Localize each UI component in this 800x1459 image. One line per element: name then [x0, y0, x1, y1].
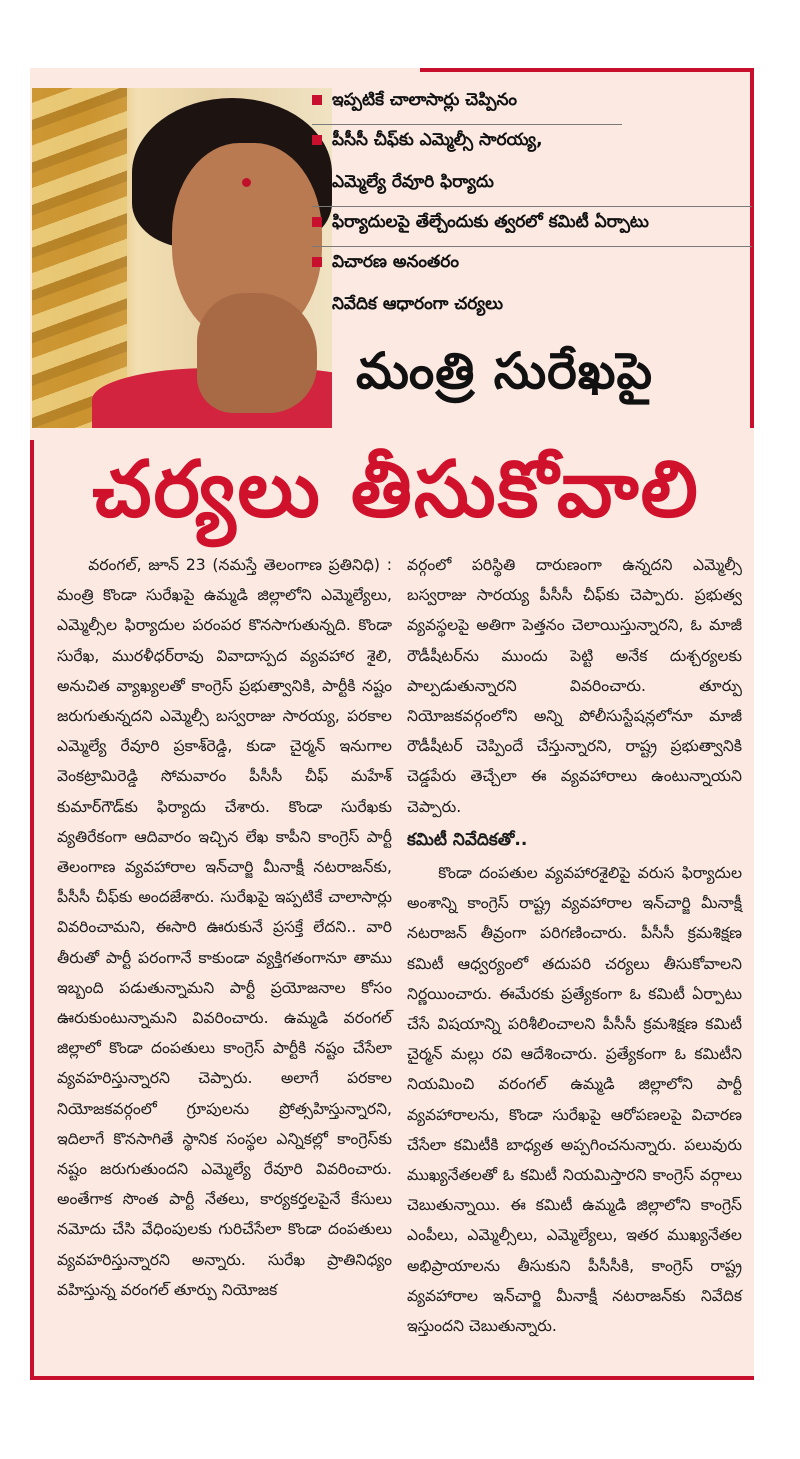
highlight-item: విచారణ అనంతరం	[312, 252, 459, 276]
border-bottom	[30, 1376, 754, 1380]
border-right	[750, 68, 754, 428]
highlight-item-continued: నివేదిక ఆధారంగా చర్యలు	[332, 294, 504, 314]
highlight-item: పీసీసీ చీఫ్‌కు ఎమ్మెల్సీ సారయ్య,	[312, 130, 543, 154]
divider	[312, 246, 752, 247]
article-paragraph: వర్గంలో పరిస్థితి దారుణంగా ఉన్నదని ఎమ్మెల్సీ బస్వరాజు సారయ్య పీసీసీ చీఫ్‌కు చెప్పారు. ప్రభుత్వ వ్యవస్థలపై అతిగా పెత్తనం చెలాయిస్తున్నారని, ఓ మాజీ రౌడీషీటర్‌ను ముందు పెట్టి అనేక దుశ్చర్యలకు పాల్పడుతున్నారని వివరించారు. తూర్పు నియోజకవర్గంలోని అన్ని పోలీసుస్టేషన్లలోనూ మాజీ రౌడీషీటర్ చెప్పిందే చేస్తున్నారని, రాష్ట్ర ప్రభుత్వానికి చెడ్డపేరు తెచ్చేలా ఈ వ్యవహారాలు ఉంటున్నాయని చెప్పారు.	[407, 556, 742, 816]
divider	[312, 124, 622, 125]
bullet-square-icon	[312, 257, 322, 267]
article-column-right	[407, 550, 742, 1341]
highlight-item: ఇప్పటికే చాలాసార్లు చెప్పినం	[312, 90, 517, 114]
article-column-left	[57, 550, 392, 1305]
bullet-square-icon	[312, 95, 322, 105]
divider	[312, 206, 752, 207]
photo-hand	[197, 293, 317, 413]
photo-bindi	[242, 178, 251, 187]
article-paragraph: వరంగల్, జూన్ 23 (నమస్తే తెలంగాణ ప్రతినిధి) : మంత్రి కొండా సురేఖపై ఉమ్మడి జిల్లాలోని ఎమ్మెల్యేలు, ఎమ్మెల్సీల ఫిర్యాదుల పరంపర కొనసాగుతున్నది. కొండా సురేఖ, మురళీధర్‌రావు వివాదాస్పద వ్యవహార శైలి, అనుచిత వ్యాఖ్యలతో కాంగ్రెస్ ప్రభుత్వానికి, పార్టీకి నష్టం జరుగుతున్నదని ఎమ్మెల్సీ బస్వరాజు సారయ్య, పరకాల ఎమ్మెల్యే రేవూరి ప్రకాశ్‌రెడ్డి, కుడా చైర్మన్ ఇనుగాల వెంకట్రామిరెడ్డి సోమవారం పీసీసీ చీఫ్ మహేశ్ కుమార్‌గౌడ్‌కు ఫిర్యాదు చేశారు. కొండా సురేఖకు వ్యతిరేకంగా ఆదివారం ఇచ్చిన లేఖ కాపీని కాంగ్రెస్ పార్టీ తెలంగాణ వ్యవహారాల ఇన్‌చార్జి మీనాక్షీ నటరాజన్‌కు, పీసీసీ చీఫ్‌కు అందజేశారు. సురేఖపై ఇప్పటికే చాలాసార్లు వివరించామని, ఈసారి ఊరుకునే ప్రసక్తే లేదని.. వారి తీరుతో పార్టీ పరంగానే కాకుండా వ్యక్తిగతంగానూ తాము ఇబ్బంది పడుతున్నామని పార్టీ ప్రయోజనాల కోసం ఊరుకుంటున్నామని వివరించారు. ఉమ్మడి వరంగల్ జిల్లాలో కొండా దంపతులు కాంగ్రెస్ పార్టీకి నష్టం చేసేలా వ్యవహరిస్తున్నారని చెప్పారు. అలాగే పరకాల నియోజకవర్గంలో గ్రూపులను ప్రోత్సహిస్తున్నారని, ఇదిలాగే కొనసాగితే స్థానిక సంస్థల ఎన్నికల్లో కాంగ్రెస్‌కు నష్టం జరుగుతుందని ఎమ్మెల్యే రేవూరి వివరించారు. అంతేగాక సొంత పార్టీ నేతలు, కార్యకర్తలపైనే కేసులు నమోదు చేసి వేధింపులకు గురిచేసేలా కొండా దంపతులు వ్యవహరిస్తున్నారని అన్నారు. సురేఖ ప్రాతినిధ్యం వహిస్తున్న వరంగల్ తూర్పు నియోజక	[57, 556, 392, 1299]
article-paragraph: కొండా దంపతుల వ్యవహారశైలిపై వరుస ఫిర్యాదుల అంశాన్ని కాంగ్రెస్ రాష్ట్ర వ్యవహారాల ఇన్‌చార్జి మీనాక్షీ నటరాజన్ తీవ్రంగా పరిగణించారు. పీసీసీ క్రమశిక్షణ కమిటీ ఆధ్వర్యంలో తదుపరి చర్యలు తీసుకోవాలని నిర్ణయించారు. ఈమేరకు ప్రత్యేకంగా ఓ కమిటీ ఏర్పాటు చేసే విషయాన్ని పరిశీలించాలని పీసీసీ క్రమశిక్షణ కమిటీ చైర్మన్ మల్లు రవి ఆదేశించారు. ప్రత్యేకంగా ఓ కమిటీని నియమించి వరంగల్ ఉమ్మడి జిల్లాలోని పార్టీ వ్యవహారాలను, కొండా సురేఖపై ఆరోపణలపై విచారణ చేసేలా కమిటీకి బాధ్యత అప్పగించనున్నారు. పలువురు ముఖ్యనేతలతో ఓ కమిటీ నియమిస్తారని కాంగ్రెస్ వర్గాలు చెబుతున్నాయి. ఈ కమిటీ ఉమ్మడి జిల్లాలోని కాంగ్రెస్ ఎంపీలు, ఎమ్మెల్సీలు, ఎమ్మెల్యేలు, ఇతర ముఖ్యనేతల అభిప్రాయాలను తీసుకుని పీసీసీకి, కాంగ్రెస్ రాష్ట్ర వ్యవహారాల ఇన్‌చార్జి మీనాక్షీ నటరాజన్‌కు నివేదిక ఇస్తుందని చెబుతున్నారు.	[407, 864, 742, 1336]
headline-line-2: చర్యలు తీసుకోవాలి	[92, 445, 700, 535]
border-top	[420, 68, 754, 72]
highlight-item: ఫిర్యాదులపై తేల్చేందుకు త్వరలో కమిటీ ఏర్పాటు	[312, 212, 649, 236]
headline-line-1: మంత్రి సురేఖపై	[356, 342, 654, 400]
bullet-square-icon	[312, 217, 322, 227]
border-left	[30, 440, 34, 1380]
bullet-square-icon	[312, 135, 322, 145]
photo-background-frame	[32, 88, 127, 428]
minister-photo	[32, 88, 332, 428]
subheading: కమిటీ నివేదికతో..	[407, 829, 528, 850]
highlight-item-continued: ఎమ్మెల్యే రేవూరి ఫిర్యాదు	[332, 172, 494, 192]
